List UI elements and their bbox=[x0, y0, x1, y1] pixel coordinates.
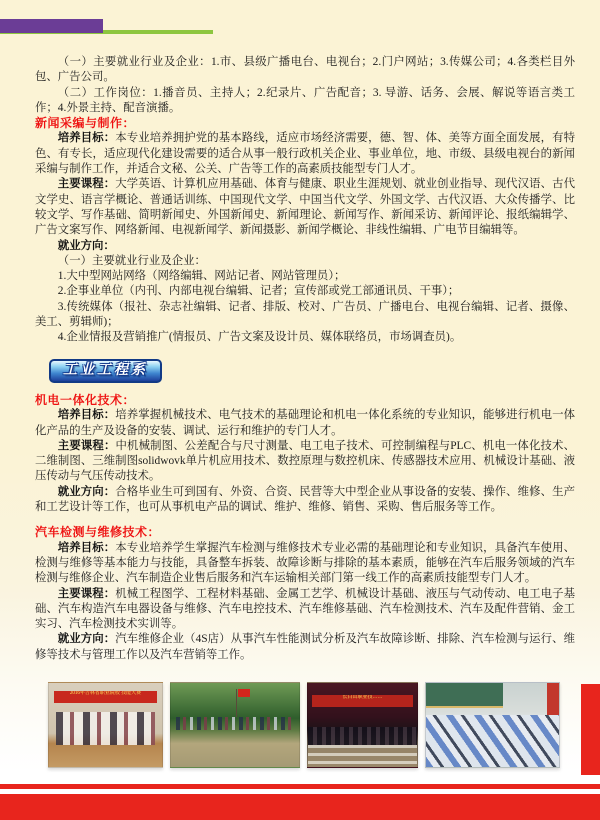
jobs-label: 就业方向： bbox=[57, 633, 116, 646]
auto-courses-paragraph bbox=[35, 587, 575, 633]
red-curtain bbox=[547, 683, 559, 715]
goal-label: 培养目标： bbox=[57, 409, 116, 422]
jobs-text: 汽车维修企业（4S店）从事汽车性能测试分析及汽车故障诊断、排除、汽车检测与运行、维修等技术与管理工作以及汽车营销等工作。 bbox=[35, 633, 575, 661]
bottom-red-band bbox=[0, 794, 600, 820]
photo-banner-text: 2016年吉林省职业院校 技能大赛 bbox=[54, 691, 158, 704]
goal-text: 培养掌握机械技术、电气技术的基础理论和机电一体化系统的专业知识，能够进行机电一体化产品的生产及设备的安装、调试、运行和维护的专门人才。 bbox=[35, 409, 575, 437]
chair-rows bbox=[308, 745, 417, 767]
outdoor-activity-photo bbox=[170, 682, 300, 768]
courses-text: 机械工程图学、工程材料基础、金属工艺学、机械设计基础、液压与气动传动、电工电子基础、汽车构造汽车电器设备与维修、汽车电控技术、汽车维修基础、汽车检测技术、汽车及配件营销、金工实习、汽车检测技术实训等。 bbox=[35, 587, 575, 631]
courses-text: 大学英语、计算机应用基础、体育与健康、职业生涯规划、就业创业指导、现代汉语、古代文学史、语言学概论、普通话训练、中国现代文学、中国当代文学、外国文学、古代汉语、大众传播学、比较文学、写作基础、简明新闻史、外国新闻史、新闻理论、新闻写作、新闻采访、新闻评论、报纸编辑学、广告文案写作、网络新闻、电视新闻学、新闻摄影、新闻学概论、非线性编辑、广电节目编辑等。 bbox=[35, 178, 575, 237]
chalkboard bbox=[426, 683, 503, 708]
bottom-thin-red-stripe bbox=[0, 784, 600, 789]
news-jobs-item: （一）主要就业行业及企业： bbox=[57, 254, 206, 267]
mechatronics-goal-paragraph bbox=[35, 408, 575, 439]
intro-positions-paragraph: （二）工作岗位：1.播音员、主持人；2.纪录片、广告配音；3. 导游、话务、会展、解说等语言类工作；4.外景主持、配音演播。 bbox=[35, 86, 575, 114]
news-jobs-item: 1.大中型网站网络（网络编辑、网站记者、网站管理员）； bbox=[57, 270, 346, 283]
right-red-bar bbox=[581, 684, 600, 775]
group-of-people bbox=[56, 712, 155, 746]
courses-label: 主要课程： bbox=[57, 178, 116, 191]
photo-strip bbox=[48, 682, 560, 768]
students-at-desks bbox=[426, 715, 559, 767]
mechatronics-jobs-paragraph bbox=[35, 485, 575, 516]
section-spacer bbox=[35, 515, 575, 525]
courses-label: 主要课程： bbox=[57, 587, 116, 600]
mechatronics-courses-paragraph bbox=[35, 439, 575, 485]
mechatronics-section-heading: 机电一体化技术： bbox=[35, 392, 136, 407]
news-goal-paragraph bbox=[35, 131, 575, 177]
industrial-engineering-department-banner: 工业工程系 bbox=[49, 359, 162, 383]
auto-section-heading: 汽车检测与维修技术： bbox=[35, 525, 161, 540]
auto-jobs-paragraph bbox=[35, 632, 575, 663]
photo-banner-text: 长白山职业技…… bbox=[312, 695, 412, 708]
group-of-people bbox=[176, 717, 294, 730]
page-content bbox=[0, 55, 600, 663]
jobs-text: 合格毕业生可到国有、外资、合资、民营等大中型企业从事设备的安装、操作、维修、生产和工艺设计等工作，也可从事机电产品的调试、维护、维修、销售、采购、售后服务等工作。 bbox=[35, 485, 575, 514]
jobs-label: 就业方向： bbox=[57, 485, 116, 498]
goal-text: 本专业培养拥护党的基本路线，适应市场经济需要，德、智、体、美等方面全面发展，有特色、有专长，适应现代化建设需要的适合从事一般行政机关企业、事业单位，地、市级、县级电视台的新闻采编与制作工作，并适合文秘、公关、广告等工作的高素质技能型专门人才。 bbox=[35, 132, 575, 176]
goal-label: 培养目标： bbox=[57, 132, 116, 145]
news-jobs-label: 就业方向： bbox=[57, 239, 115, 252]
department-banner-row bbox=[49, 359, 575, 383]
courses-label: 主要课程： bbox=[57, 439, 116, 452]
news-jobs-item: 4.企业情报及营销推广(情报员、广告文案及设计员、媒体联络员，市场调查员)。 bbox=[57, 331, 462, 344]
news-section-heading: 新闻采编与制作： bbox=[35, 116, 136, 131]
courses-text: 中机械制图、公差配合与尺寸测量、电工电子技术、可控制编程与PLC、机电一体化技术、二维制图、三维制图solidwovk单片机应用技术、数控原理与数控机床、传感器技术应用、机械设计基础、液压传动与气压传动技术。 bbox=[35, 439, 575, 483]
goal-text: 本专业培养学生掌握汽车检测与维修技术专业必需的基础理论和专业知识，具备汽车使用、检测与维修等基本能力与技能，具备整车拆装、故障诊断与排除的基本素质，能够在汽车后服务领域的汽车检测与维修企业、汽车制造企业售后服务和汽车运输相关部门第一线工作的高素质技能型专门人才。 bbox=[35, 541, 575, 585]
auditorium-meeting-photo bbox=[307, 682, 418, 768]
audience-crowd bbox=[308, 727, 417, 745]
classroom-activity-photo bbox=[425, 682, 560, 768]
skills-competition-group-photo bbox=[48, 682, 163, 768]
news-jobs-item: 3.传统媒体（报社、杂志社编辑、记者、排版、校对、广告员、广播电台、电视台编辑、记者、摄像、美工、剪辑师)； bbox=[35, 300, 575, 329]
auto-goal-paragraph bbox=[35, 541, 575, 587]
goal-label: 培养目标： bbox=[57, 541, 116, 554]
intro-employment-paragraph: （一）主要就业行业及企业：1.市、县级广播电台、电视台；2.门户网站；3.传媒公司；4.各类栏目外包、广告公司。 bbox=[35, 56, 575, 84]
purple-accent-bar bbox=[0, 19, 103, 33]
news-courses-paragraph bbox=[35, 177, 575, 238]
news-jobs-item: 2.企事业单位（内刊、内部电视台编辑、记者；宣传部或党工部通讯员、干事）； bbox=[57, 285, 460, 298]
red-flag bbox=[238, 689, 250, 697]
